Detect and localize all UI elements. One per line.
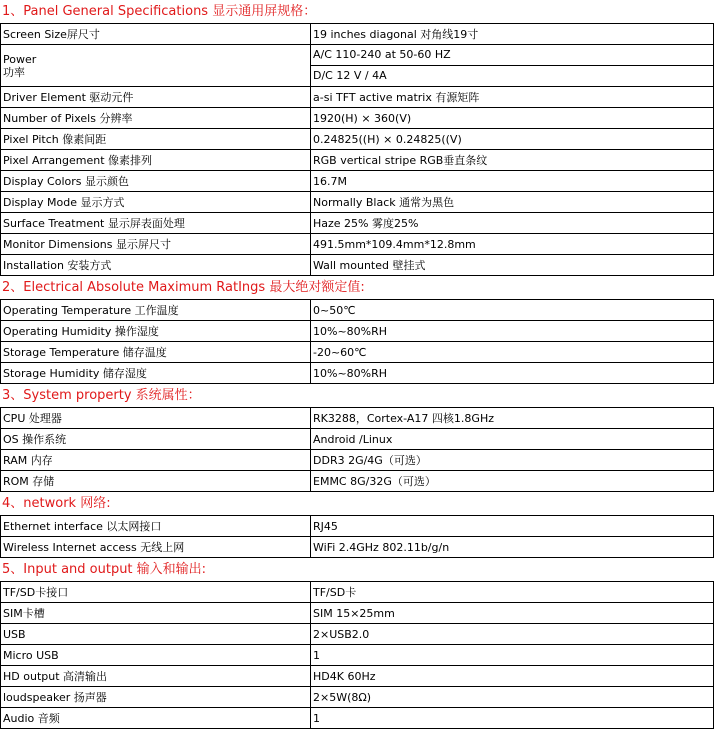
- section-heading-panel: 1、Panel General Specifications 显示通用屏规格：: [2, 4, 317, 19]
- spec-value: 1: [311, 708, 714, 729]
- spec-label: Pixel Arrangement 像素排列: [1, 150, 311, 171]
- spec-label: CPU 处理器: [1, 408, 311, 429]
- table-row: [1, 321, 714, 342]
- table-row: [1, 150, 714, 171]
- section-heading-io: 5、Input and output 输入和输出:: [2, 562, 207, 577]
- table-row: [1, 108, 714, 129]
- spec-label-line: 功率: [3, 65, 25, 79]
- spec-value: EMMC 8G/32G（可选）: [311, 471, 714, 492]
- spec-label: OS 操作系统: [1, 429, 311, 450]
- spec-value: RGB vertical stripe RGB垂直条纹: [311, 150, 714, 171]
- table-row: [1, 24, 714, 45]
- spec-label: Display Colors 显示颜色: [1, 171, 311, 192]
- spec-label: Driver Element 驱动元件: [1, 87, 311, 108]
- table-row: [1, 645, 714, 666]
- table-row: [1, 471, 714, 492]
- spec-label: HD output 高清输出: [1, 666, 311, 687]
- spec-label: USB: [1, 624, 311, 645]
- table-row: [1, 708, 714, 729]
- spec-label: loudspeaker 扬声器: [1, 687, 311, 708]
- spec-value: Android /Linux: [311, 429, 714, 450]
- table-row: [1, 300, 714, 321]
- spec-value: [311, 45, 714, 87]
- table-row: [1, 192, 714, 213]
- spec-label: Ethernet interface 以太网接口: [1, 516, 311, 537]
- spec-label: Audio 音频: [1, 708, 311, 729]
- spec-label: Display Mode 显示方式: [1, 192, 311, 213]
- spec-value-line: A/C 110-240 at 50-60 HZ: [313, 48, 451, 61]
- spec-value: Normally Black 通常为黑色: [311, 192, 714, 213]
- spec-value: DDR3 2G/4G（可选）: [311, 450, 714, 471]
- spec-value: a-si TFT active matrix 有源矩阵: [311, 87, 714, 108]
- spec-value: TF/SD卡: [311, 582, 714, 603]
- spec-value: 1920(H) × 360(V): [311, 108, 714, 129]
- spec-table-system: [0, 407, 714, 492]
- spec-label: Storage Temperature 储存温度: [1, 342, 311, 363]
- table-row: [1, 255, 714, 276]
- spec-value: RK3288，Cortex-A17 四核1.8GHz: [311, 408, 714, 429]
- table-row: [1, 171, 714, 192]
- spec-label: Monitor Dimensions 显示屏尺寸: [1, 234, 311, 255]
- spec-value: 16.7M: [311, 171, 714, 192]
- section-heading-electrical: 2、Electrical Absolute Maximum RatIngs 最大绝对额定值:: [2, 280, 365, 295]
- spec-label: Operating Temperature 工作温度: [1, 300, 311, 321]
- table-row: [1, 687, 714, 708]
- spec-value: 2×5W(8Ω): [311, 687, 714, 708]
- table-row: [1, 342, 714, 363]
- spec-value: Wall mounted 壁挂式: [311, 255, 714, 276]
- spec-value: 0~50℃: [311, 300, 714, 321]
- spec-value: 491.5mm*109.4mm*12.8mm: [311, 234, 714, 255]
- spec-value-line: D/C 12 V / 4A: [311, 65, 713, 86]
- spec-value: 1: [311, 645, 714, 666]
- spec-label: SIM卡槽: [1, 603, 311, 624]
- table-row: [1, 87, 714, 108]
- table-row: [1, 603, 714, 624]
- spec-label: Operating Humidity 操作湿度: [1, 321, 311, 342]
- spec-value: SIM 15×25mm: [311, 603, 714, 624]
- spec-table-electrical: [0, 299, 714, 384]
- table-row: [1, 129, 714, 150]
- table-row: [1, 429, 714, 450]
- spec-value: 2×USB2.0: [311, 624, 714, 645]
- spec-label: Pixel Pitch 像素间距: [1, 129, 311, 150]
- spec-label: Surface Treatment 显示屏表面处理: [1, 213, 311, 234]
- section-heading-system: 3、System property 系统属性：: [2, 388, 201, 403]
- spec-table-io: [0, 581, 714, 729]
- spec-value: RJ45: [311, 516, 714, 537]
- table-row: [1, 363, 714, 384]
- spec-label: Wireless Internet access 无线上网: [1, 537, 311, 558]
- spec-label: RAM 内存: [1, 450, 311, 471]
- table-row: [1, 213, 714, 234]
- spec-label: [1, 45, 311, 87]
- spec-label-line: Power: [3, 52, 37, 66]
- table-row: [1, 666, 714, 687]
- spec-value: Haze 25% 雾度25%: [311, 213, 714, 234]
- spec-value: HD4K 60Hz: [311, 666, 714, 687]
- table-row: [1, 450, 714, 471]
- spec-label: Screen Size屏尺寸: [1, 24, 311, 45]
- table-row: [1, 408, 714, 429]
- spec-label: Number of Pixels 分辨率: [1, 108, 311, 129]
- table-row: [1, 45, 714, 87]
- spec-label: TF/SD卡接口: [1, 582, 311, 603]
- spec-table-network: [0, 515, 714, 558]
- spec-label: Storage Humidity 储存湿度: [1, 363, 311, 384]
- table-row: [1, 624, 714, 645]
- spec-value: 19 inches diagonal 对角线19寸: [311, 24, 714, 45]
- table-row: [1, 537, 714, 558]
- spec-label: Installation 安装方式: [1, 255, 311, 276]
- spec-label: Micro USB: [1, 645, 311, 666]
- spec-value: 10%~80%RH: [311, 363, 714, 384]
- spec-value: 0.24825((H) × 0.24825((V): [311, 129, 714, 150]
- table-row: [1, 234, 714, 255]
- spec-value: WiFi 2.4GHz 802.11b/g/n: [311, 537, 714, 558]
- spec-value: -20~60℃: [311, 342, 714, 363]
- table-row: [1, 582, 714, 603]
- spec-label: ROM 存储: [1, 471, 311, 492]
- spec-table-panel: [0, 23, 714, 276]
- table-row: [1, 516, 714, 537]
- spec-value: 10%~80%RH: [311, 321, 714, 342]
- section-heading-network: 4、network 网络:: [2, 496, 111, 511]
